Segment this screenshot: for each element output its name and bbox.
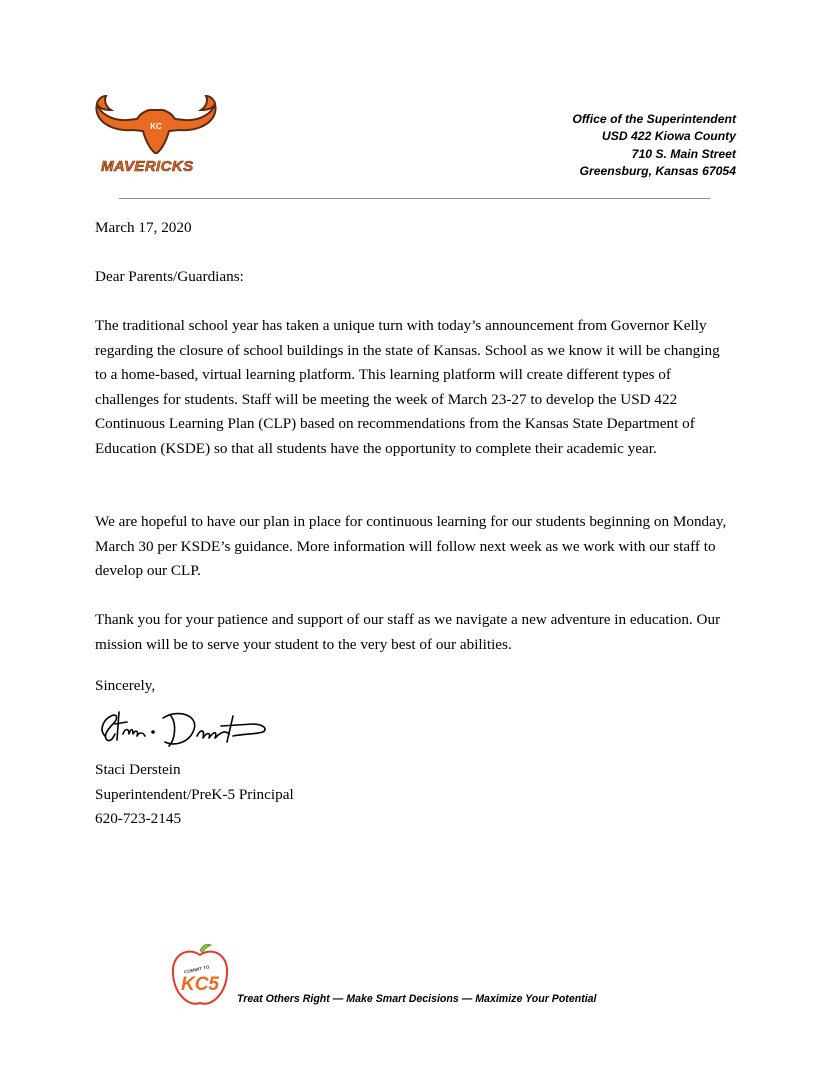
letter-paragraph [95, 510, 735, 584]
header-divider [119, 198, 710, 199]
letter-closing: Sincerely, [95, 677, 156, 694]
signer-block [95, 758, 735, 832]
paragraph-text: We are hopeful to have our plan in place for continuous learning for our students beginning on Monday, March 30 per KSDE’s guidance. More information will follow next week as we work with our staff to develop our CLP. [95, 513, 727, 579]
logo-emblem: KC [150, 122, 162, 131]
handwritten-signature [93, 702, 283, 754]
letterhead-city: Greensburg, Kansas 67054 [579, 163, 736, 178]
letter-paragraph [95, 608, 735, 657]
signer-title: Superintendent/PreK-5 Principal [95, 785, 294, 803]
commit-to-kc5-logo [167, 943, 233, 1011]
footer-motto: Treat Others Right — Make Smart Decisions — Maximize Your Potential [237, 993, 597, 1005]
letter-salutation: Dear Parents/Guardians: [95, 268, 244, 285]
letterhead-address [572, 111, 736, 180]
apple-icon [167, 943, 233, 1011]
badge-main-text: KC5 [180, 974, 220, 995]
letter-date: March 17, 2020 [95, 219, 192, 236]
letterhead-district: USD 422 Kiowa County [601, 129, 736, 144]
paragraph-text: Thank you for your patience and support of our staff as we navigate a new adventure in education. Our mission will be to serve your student to the very best of our abilities. [95, 611, 721, 653]
longhorn-icon [93, 92, 219, 154]
mavericks-logo [93, 92, 223, 184]
paragraph-text: The traditional school year has taken a unique turn with today’s announcement from Governor Kelly regarding the closure of school buildings in the state of Kansas. School as we know it will be changing to a home-based, virtual learning platform. This learning platform will create different types of challenges for students. Staff will be meeting the week of March 23-27 to develop the USD 422 Continuous Learning Plan (CLP) based on recommendations from the Kansas State Department of Education (KSDE) so that all students have the opportunity to complete their academic year. [95, 317, 720, 457]
logo-text: MAVERICKS [101, 158, 194, 175]
letter-paragraph [95, 314, 735, 461]
signer-phone: 620-723-2145 [95, 810, 182, 827]
badge-top-text: COMMIT TO [183, 964, 210, 975]
signer-name: Staci Derstein [95, 761, 181, 778]
letterhead-street: 710 S. Main Street [631, 146, 736, 161]
letterhead-office: Office of the Superintendent [572, 112, 736, 126]
